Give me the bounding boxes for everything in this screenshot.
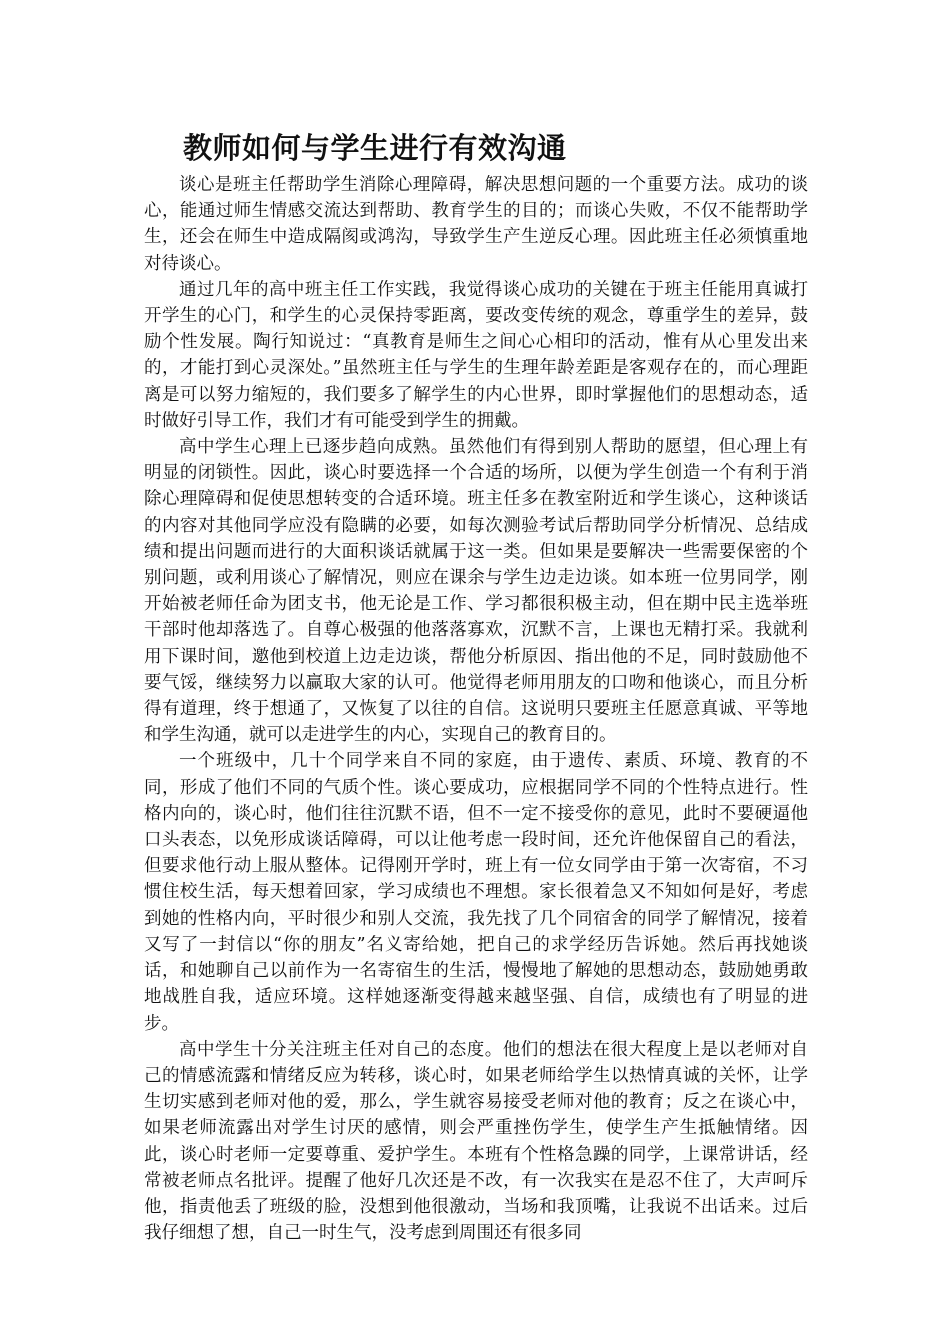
document-body xyxy=(144,172,808,1246)
paragraph-3: 高中学生心理上已逐步趋向成熟。虽然他们有得到别人帮助的愿望，但心理上有明显的闭锁性。因此，谈心时要选择一个合适的场所，以便为学生创造一个有利于消除心理障碍和促使思想转变的合适环境。班主任多在教室附近和学生谈心，这种谈话的内容对其他同学应没有隐瞒的必要，如每次测验考试后帮助同学分析情况、总结成绩和提出问题而进行的大面积谈话就属于这一类。但如果是要解决一些需要保密的个别问题，或利用谈心了解情况，则应在课余与学生边走边谈。如本班一位男同学，刚开始被老师任命为团支书，他无论是工作、学习都很积极主动，但在期中民主选举班干部时他却落选了。自尊心极强的他落落寡欢，沉默不言，上课也无精打采。我就利用下课时间，邀他到校道上边走边谈，帮他分析原因、指出他的不足，同时鼓励他不要气馁，继续努力以赢取大家的认可。他觉得老师用朋友的口吻和他谈心，而且分析得有道理，终于想通了，又恢复了以往的自信。这说明只要班主任愿意真诚、平等地和学生沟通，就可以走进学生的内心，实现自己的教育目的。 xyxy=(144,437,808,746)
paragraph-2: 通过几年的高中班主任工作实践，我觉得谈心成功的关键在于班主任能用真诚打开学生的心门，和学生的心灵保持零距离，要改变传统的观念，尊重学生的差异，鼓励个性发展。陶行知说过：“真教育是师生之间心心相印的活动，惟有从心里发出来的，才能打到心灵深处。”虽然班主任与学生的生理年龄差距是客观存在的，而心理距离是可以努力缩短的，我们要多了解学生的内心世界，即时掌握他们的思想动态，适时做好引导工作，我们才有可能受到学生的拥戴。 xyxy=(144,279,808,431)
paragraph-1: 谈心是班主任帮助学生消除心理障碍，解决思想问题的一个重要方法。成功的谈心，能通过师生情感交流达到帮助、教育学生的目的；而谈心失败，不仅不能帮助学生，还会在师生中造成隔阂或鸿沟，导致学生产生逆反心理。因此班主任必须慎重地对待谈心。 xyxy=(144,175,808,274)
document-title: 教师如何与学生进行有效沟通 xyxy=(183,131,567,165)
paragraph-4: 一个班级中，几十个同学来自不同的家庭，由于遗传、素质、环境、教育的不同，形成了他们不同的气质个性。谈心要成功，应根据同学不同的个性特点进行。性格内向的，谈心时，他们往往沉默不语，但不一定不接受你的意见，此时不要硬逼他口头表态，以免形成谈话障碍，可以让他考虑一段时间，还允许他保留自己的看法，但要求他行动上服从整体。记得刚开学时，班上有一位女同学由于第一次寄宿，不习惯住校生活，每天想着回家，学习成绩也不理想。家长很着急又不知如何是好，考虑到她的性格内向，平时很少和别人交流，我先找了几个同宿舍的同学了解情况，接着又写了一封信以“你的朋友”名义寄给她，把自己的求学经历告诉她。然后再找她谈话，和她聊自己以前作为一名寄宿生的生活，慢慢地了解她的思想动态，鼓励她勇敢地战胜自我，适应环境。这样她逐渐变得越来越坚强、自信，成绩也有了明显的进步。 xyxy=(144,751,808,1034)
paragraph-5: 高中学生十分关注班主任对自己的态度。他们的想法在很大程度上是以老师对自己的情感流露和情绪反应为转移，谈心时，如果老师给学生以热情真诚的关怀，让学生切实感到老师对他的爱，那么，学生就容易接受老师对他的教育；反之在谈心中，如果老师流露出对学生讨厌的感情，则会严重挫伤学生，使学生产生抵触情绪。因此，谈心时老师一定要尊重、爱护学生。本班有个性格急躁的同学，上课常讲话，经常被老师点名批评。提醒了他好几次还是不改，有一次我实在是忍不住了，大声呵斥他，指责他丢了班级的脸，没想到他很激动，当场和我顶嘴，让我说不出话来。过后我仔细想了想，自己一时生气，没考虑到周围还有很多同 xyxy=(144,1039,808,1244)
